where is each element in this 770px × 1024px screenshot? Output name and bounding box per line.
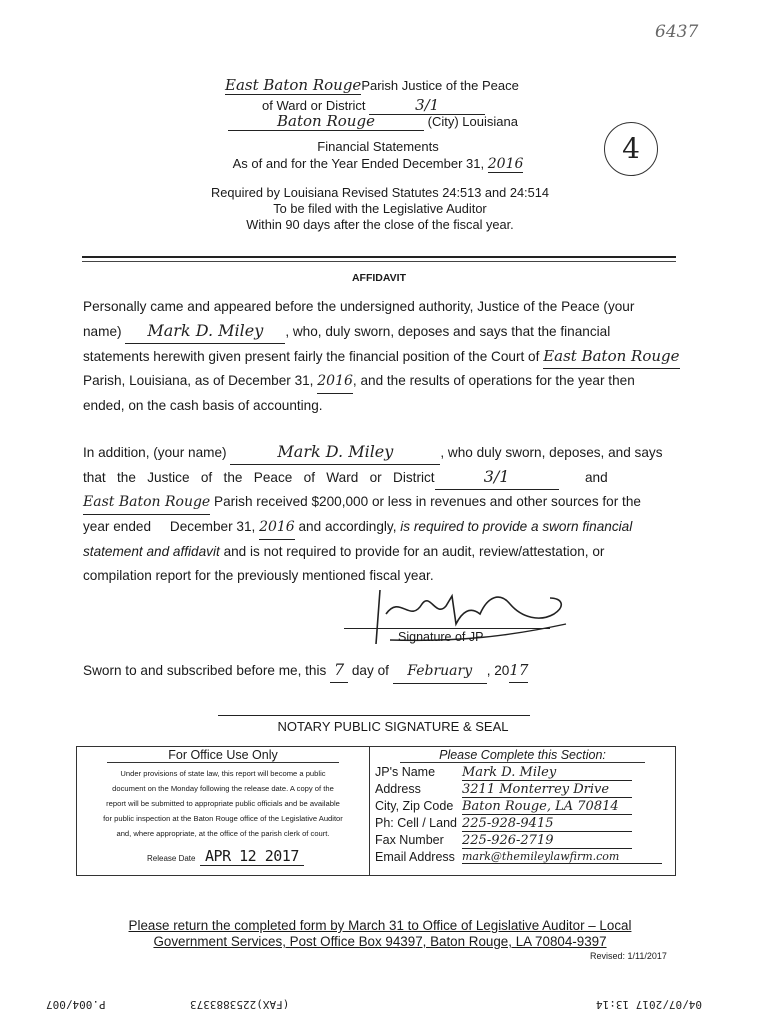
footer-line-1: Please return the completed form by March 31 to Office of Legislative Auditor – Local (128, 918, 632, 933)
sworn-line: Sworn to and subscribed before me, this 7 day of February , 2017 (83, 658, 528, 684)
header-city-line (228, 112, 518, 131)
fs-title: Financial Statements (317, 139, 439, 154)
office-use-text: Under provisions of state law, this report will become a public document on the Monday following the release date. A copy of the report will be submitted to appropriate public officials and be available for public inspection at the Baton Rouge office of the Legislative Auditor and, where appropriate, at the office of the parish clerk of court. (103, 769, 343, 838)
year2-handwritten: 2016 (259, 515, 295, 540)
fax-row: Fax Number 225-926-2719 (370, 833, 675, 850)
fs-year-line (200, 156, 556, 173)
jp-name-row: JP's Name Mark D. Miley (370, 765, 675, 782)
p1-line-b: name) Mark D. Miley , who, duly sworn, deposes and says that the financial (83, 319, 683, 344)
header-divider (82, 256, 676, 258)
fs-year-handwritten: 2016 (487, 156, 524, 172)
office-info-table (76, 746, 676, 876)
ward-label: of Ward or District (262, 98, 366, 113)
p2-line-a: In addition, (your name) Mark D. Miley , who duly sworn, deposes, and says (83, 440, 683, 465)
fax-page-number: P.004/007 (46, 998, 106, 1011)
parish2-handwritten: East Baton Rouge (83, 490, 210, 515)
p2-line-d: year ended December 31, 2016 and accordingly, is required to provide a sworn financial (83, 515, 683, 540)
day-handwritten: 7 (330, 658, 348, 683)
address-row: Address 3211 Monterrey Drive (370, 782, 675, 799)
parish-label: Parish Justice of the Peace (361, 78, 519, 93)
phone-row: Ph: Cell / Land 225-928-9415 (370, 816, 675, 833)
p2-line-c: East Baton Rouge Parish received $200,000 or less in revenues and other sources for the (83, 490, 683, 515)
city-handwritten: Baton Rouge (228, 112, 424, 131)
office-use-cell (77, 747, 370, 876)
p2-line-e: statement and affidavit and is not required to provide for an audit, review/attestation, or (83, 544, 605, 559)
month-handwritten: February (393, 659, 487, 684)
p2-line-b: that the Justice of the Peace of Ward or District 3/1 and (83, 465, 683, 490)
complete-section-title: Please Complete this Section: (439, 748, 606, 762)
office-use-title: For Office Use Only (168, 748, 278, 762)
signature-label: Signature of JP (398, 630, 484, 644)
release-date-row (77, 847, 369, 866)
header-parish-line (225, 76, 519, 95)
email-row: Email Address mark@themileylawfirm.com (370, 850, 675, 867)
city-label: (City) Louisiana (427, 114, 518, 129)
affidavit-title: AFFIDAVIT (351, 272, 407, 284)
notary-line (218, 715, 530, 716)
p1-line-a: Personally came and appeared before the undersigned authority, Justice of the Peace (your (83, 299, 635, 314)
req-line-3: Within 90 days after the close of the fiscal year. (246, 217, 514, 232)
header-divider-thin (82, 261, 676, 262)
release-date-label: Release Date (147, 854, 196, 863)
p2-line-f: compilation report for the previously mentioned fiscal year. (83, 568, 434, 583)
affidavit-paragraph-1 (83, 295, 683, 418)
city-zip-row: City, Zip Code Baton Rouge, LA 70814 (370, 799, 675, 816)
p1-line-e: ended, on the cash basis of accounting. (83, 398, 323, 413)
court-handwritten: East Baton Rouge (543, 344, 679, 369)
jp-name-handwritten: Mark D. Miley (125, 319, 285, 344)
p1-line-d: Parish, Louisiana, as of December 31, 2016, and the results of operations for the year then (83, 369, 683, 394)
jp-name2-handwritten: Mark D. Miley (230, 440, 440, 465)
year-suffix-handwritten: 17 (509, 658, 528, 683)
fax-time-stamp: 04/07/2017 13:14 (596, 998, 702, 1011)
fs-year-label: As of and for the Year Ended December 31, (232, 156, 485, 171)
revised-date: Revised: 1/11/2017 (590, 951, 667, 961)
release-date-stamp: APR 12 2017 (200, 847, 304, 866)
parish-handwritten: East Baton Rouge (225, 76, 362, 94)
affidavit-paragraph-2 (83, 440, 683, 588)
p1-line-c: statements herewith given present fairly the financial position of the Court of East Baton Rouge (83, 344, 683, 369)
req-line-2: To be filed with the Legislative Auditor (273, 201, 487, 216)
circled-number: 4 (604, 122, 658, 176)
notary-label: NOTARY PUBLIC SIGNATURE & SEAL (277, 719, 509, 734)
signature-line (344, 628, 550, 629)
footer-line-2: Government Services, Post Office Box 94397, Baton Rouge, LA 70804-9397 (153, 934, 607, 949)
district-handwritten: 3/1 (435, 465, 559, 490)
corner-note: 6437 (655, 22, 699, 42)
req-line-1: Required by Louisiana Revised Statutes 24:513 and 24:514 (211, 185, 549, 200)
year-handwritten: 2016 (317, 369, 353, 394)
ward-handwritten: 3/1 (369, 96, 485, 115)
fax-number: (FAX)2253883373 (190, 998, 290, 1011)
complete-section-cell (370, 747, 676, 876)
